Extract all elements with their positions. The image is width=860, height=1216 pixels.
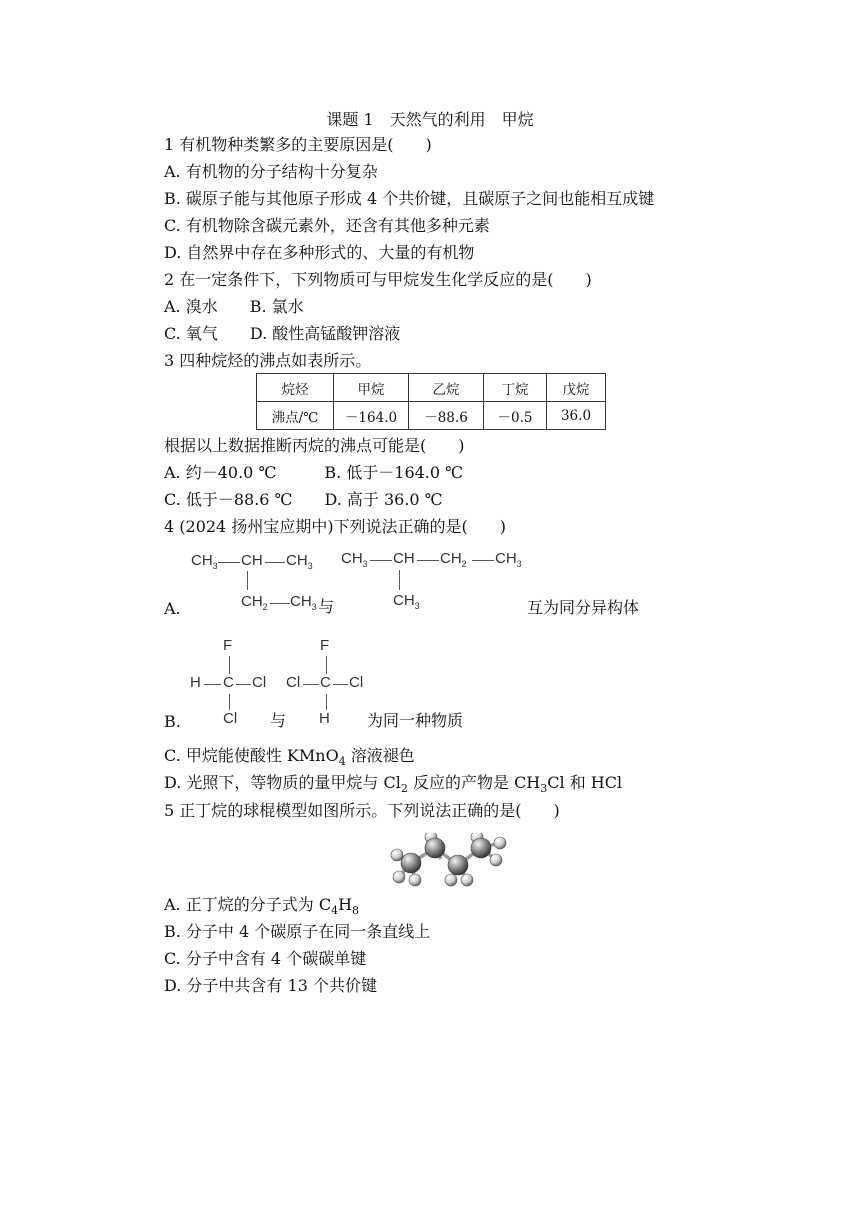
atom-label: $CH_3$ xyxy=(341,550,368,569)
q1-option-b: B. 碳原子能与其他原子形成 4 个共价键，且碳原子之间也能相互成键 xyxy=(164,189,655,208)
q4-option-a-label: A. xyxy=(164,599,181,618)
table-cell: 沸点/℃ xyxy=(257,402,334,430)
q4-option-b-with: 与 xyxy=(270,711,287,730)
atom-label: H xyxy=(319,710,330,727)
bond xyxy=(236,684,251,685)
table-header-cell: 戊烷 xyxy=(547,374,606,402)
bond xyxy=(218,562,240,563)
q4-option-a-with: 与 xyxy=(318,597,335,616)
table-cell: －0.5 xyxy=(484,402,547,430)
bond xyxy=(417,560,439,561)
table-header-cell: 甲烷 xyxy=(334,374,409,402)
q4-option-a-tail: 互为同分异构体 xyxy=(527,598,640,617)
q3-stem: 3 四种烷烃的沸点如表所示。 xyxy=(164,351,372,370)
table-cell: －164.0 xyxy=(334,402,409,430)
q1-option-c: C. 有机物除含碳元素外，还含有其他多种元素 xyxy=(164,216,490,235)
q1-option-a: A. 有机物的分子结构十分复杂 xyxy=(164,162,378,181)
table-cell: －88.6 xyxy=(409,402,484,430)
table-row xyxy=(257,402,606,430)
atom-label: Cl xyxy=(252,674,267,691)
bond xyxy=(204,684,221,685)
atom-label: $CH_3$ xyxy=(286,552,313,571)
q5-stem: 5 正丁烷的球棍模型如图所示。下列说法正确的是( ) xyxy=(164,801,560,820)
boiling-point-table xyxy=(256,373,606,430)
q1-option-d: D. 自然界中存在多种形式的、大量的有机物 xyxy=(164,243,475,262)
atom-label: $CH_3$ xyxy=(495,550,522,569)
page-title: 课题 1 天然气的利用 甲烷 xyxy=(326,110,534,129)
q4-option-b-tail: 为同一种物质 xyxy=(367,711,464,730)
atom-label: H xyxy=(190,674,201,691)
q4-stem: 4 (2024 扬州宝应期中)下列说法正确的是( ) xyxy=(164,517,507,536)
atom-label: Cl xyxy=(286,674,301,691)
atom-label: $CH_3$ xyxy=(393,592,420,611)
q2-options-cd: C. 氧气 D. 酸性高锰酸钾溶液 xyxy=(164,324,401,343)
atom-label: C xyxy=(223,674,234,691)
q4-option-b-label: B. xyxy=(164,712,181,731)
bond xyxy=(370,560,392,561)
q2-options-ab: A. 溴水 B. 氯水 xyxy=(164,297,304,316)
bond xyxy=(326,694,327,710)
q5-option-b: B. 分子中 4 个碳原子在同一条直线上 xyxy=(164,922,431,941)
bond xyxy=(399,570,400,590)
q5-option-c: C. 分子中含有 4 个碳碳单键 xyxy=(164,949,367,968)
q3-options-ab: A. 约－40.0 ℃ B. 低于－164.0 ℃ xyxy=(164,463,464,482)
bond xyxy=(303,684,319,685)
q2-stem: 2 在一定条件下，下列物质可与甲烷发生化学反应的是( ) xyxy=(164,270,592,289)
atom-label: Cl xyxy=(349,674,364,691)
atom-label: $CH_3$ xyxy=(290,593,317,612)
atom-label: CH xyxy=(393,550,415,567)
atom-label: $CH_2$ xyxy=(241,593,268,612)
butane-ball-stick-model xyxy=(385,833,511,891)
q4-option-c: C. 甲烷能使酸性 KMnO$_4$ 溶液褪色 xyxy=(164,746,415,769)
bond xyxy=(265,562,285,563)
bond xyxy=(229,656,230,674)
bond xyxy=(270,603,290,604)
q3-options-cd: C. 低于－88.6 ℃ D. 高于 36.0 ℃ xyxy=(164,490,443,509)
atom-label: Cl xyxy=(223,710,238,727)
atom-label: C xyxy=(320,674,331,691)
bond xyxy=(229,694,230,710)
atom-label: F xyxy=(223,637,233,654)
table-header-cell: 丁烷 xyxy=(484,374,547,402)
q3-follow-up: 根据以上数据推断丙烷的沸点可能是( ) xyxy=(164,436,465,455)
table-cell: 36.0 xyxy=(547,402,606,430)
bond xyxy=(472,560,494,561)
atom-label: $CH_2$ xyxy=(440,550,467,569)
q5-option-d: D. 分子中共含有 13 个共价键 xyxy=(164,976,377,995)
atom-label: F xyxy=(320,637,330,654)
q1-stem: 1 有机物种类繁多的主要原因是( ) xyxy=(164,135,432,154)
table-header-row xyxy=(257,374,606,402)
bond xyxy=(247,571,248,590)
table-header-cell: 烷烃 xyxy=(257,374,334,402)
q4-option-d: D. 光照下，等物质的量甲烷与 $Cl_2$ 反应的产物是 $CH_3Cl$ 和 HCl xyxy=(164,773,623,796)
atom-label: $CH_3$ xyxy=(191,552,218,571)
q5-option-a: A. 正丁烷的分子式为 $C_4H_8$ xyxy=(164,895,360,918)
table-header-cell: 乙烷 xyxy=(409,374,484,402)
atom-label: CH xyxy=(241,552,263,569)
bond xyxy=(333,684,348,685)
bond xyxy=(326,656,327,674)
